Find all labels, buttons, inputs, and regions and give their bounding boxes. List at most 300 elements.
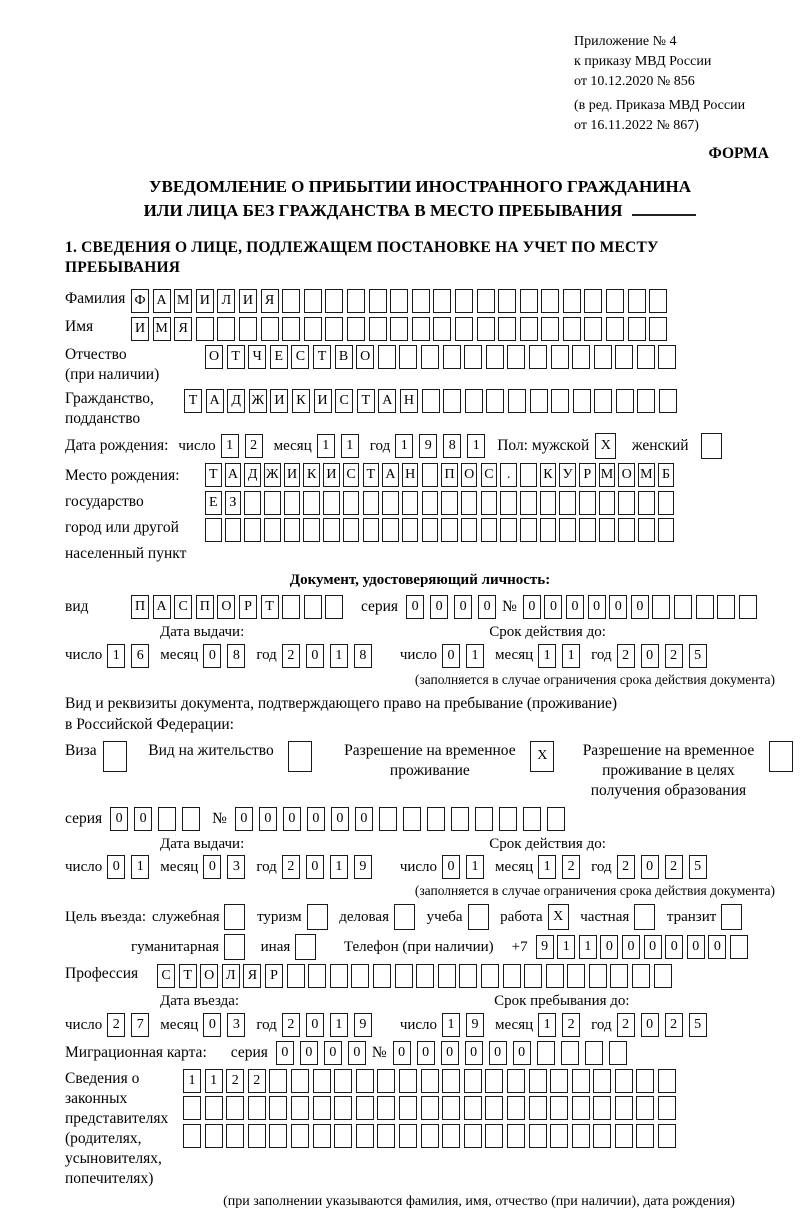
char-box[interactable] xyxy=(563,289,581,313)
char-box[interactable]: 1 xyxy=(538,1013,556,1037)
char-box[interactable] xyxy=(606,317,624,341)
char-box[interactable] xyxy=(547,807,565,831)
char-box[interactable]: Т xyxy=(363,463,380,487)
char-box[interactable]: 0 xyxy=(687,935,705,959)
char-box[interactable]: И xyxy=(196,289,214,313)
char-box[interactable] xyxy=(421,345,439,369)
doc-valid-day-input[interactable] xyxy=(442,644,490,668)
char-box[interactable]: 1 xyxy=(330,1013,348,1037)
residence-number-input[interactable] xyxy=(235,807,571,831)
char-box[interactable] xyxy=(248,1124,266,1148)
char-box[interactable] xyxy=(465,389,483,413)
char-box[interactable]: 8 xyxy=(443,434,461,458)
char-box[interactable] xyxy=(579,518,596,542)
char-box[interactable]: 0 xyxy=(641,855,659,879)
char-box[interactable] xyxy=(520,491,537,515)
char-box[interactable]: 0 xyxy=(441,1041,459,1065)
char-box[interactable]: А xyxy=(378,389,396,413)
char-box[interactable]: 0 xyxy=(641,1013,659,1037)
char-box[interactable]: 2 xyxy=(617,644,635,668)
char-box[interactable] xyxy=(443,389,461,413)
char-box[interactable] xyxy=(183,1096,201,1120)
doc-issue-day-input[interactable] xyxy=(107,644,155,668)
char-box[interactable] xyxy=(594,345,612,369)
char-box[interactable] xyxy=(442,1124,460,1148)
char-box[interactable]: 0 xyxy=(641,644,659,668)
char-box[interactable] xyxy=(609,1041,627,1065)
char-box[interactable] xyxy=(282,317,300,341)
char-box[interactable] xyxy=(652,595,670,619)
char-box[interactable] xyxy=(421,1069,439,1093)
char-box[interactable] xyxy=(334,1124,352,1148)
char-box[interactable]: 0 xyxy=(324,1041,342,1065)
char-box[interactable] xyxy=(225,518,242,542)
char-box[interactable] xyxy=(541,289,559,313)
char-box[interactable] xyxy=(593,1096,611,1120)
char-box[interactable] xyxy=(422,463,439,487)
char-box[interactable] xyxy=(500,518,517,542)
char-box[interactable]: Я xyxy=(261,289,279,313)
char-box[interactable] xyxy=(427,807,445,831)
char-box[interactable] xyxy=(498,289,516,313)
checkbox[interactable] xyxy=(307,904,328,930)
char-box[interactable] xyxy=(441,491,458,515)
char-box[interactable] xyxy=(291,1096,309,1120)
char-box[interactable]: 0 xyxy=(489,1041,507,1065)
char-box[interactable] xyxy=(649,317,667,341)
residence-issue-month-input[interactable] xyxy=(203,855,251,879)
char-box[interactable]: 1 xyxy=(538,855,556,879)
char-box[interactable] xyxy=(351,964,369,988)
char-box[interactable] xyxy=(382,491,399,515)
char-box[interactable] xyxy=(638,491,655,515)
char-box[interactable]: 0 xyxy=(609,595,627,619)
char-box[interactable] xyxy=(182,807,200,831)
char-box[interactable]: 1 xyxy=(466,855,484,879)
char-box[interactable] xyxy=(618,491,635,515)
char-box[interactable]: 9 xyxy=(536,935,554,959)
sex-male-checkbox[interactable] xyxy=(595,433,620,459)
entry-month-input[interactable] xyxy=(203,1013,251,1037)
char-box[interactable] xyxy=(507,1069,525,1093)
char-box[interactable] xyxy=(559,491,576,515)
checkbox[interactable] xyxy=(295,934,316,960)
migration-number-input[interactable] xyxy=(393,1041,633,1065)
char-box[interactable]: 9 xyxy=(419,434,437,458)
char-box[interactable]: 0 xyxy=(478,595,496,619)
char-box[interactable]: 0 xyxy=(110,807,128,831)
char-box[interactable] xyxy=(520,289,538,313)
char-box[interactable]: 1 xyxy=(395,434,413,458)
char-box[interactable]: 2 xyxy=(282,1013,300,1037)
char-box[interactable]: 0 xyxy=(417,1041,435,1065)
char-box[interactable] xyxy=(572,1124,590,1148)
char-box[interactable]: 2 xyxy=(617,855,635,879)
char-box[interactable] xyxy=(529,1096,547,1120)
char-box[interactable] xyxy=(585,1041,603,1065)
char-box[interactable]: А xyxy=(153,289,171,313)
char-box[interactable] xyxy=(550,1124,568,1148)
char-box[interactable]: Т xyxy=(184,389,202,413)
char-box[interactable] xyxy=(416,964,434,988)
char-box[interactable] xyxy=(464,1124,482,1148)
residence-issue-year-input[interactable] xyxy=(282,855,378,879)
residence-valid-day-input[interactable] xyxy=(442,855,490,879)
char-box[interactable] xyxy=(572,1096,590,1120)
purpose-private-checkbox[interactable] xyxy=(634,904,659,930)
char-box[interactable]: 2 xyxy=(617,1013,635,1037)
char-box[interactable] xyxy=(183,1124,201,1148)
char-box[interactable]: 0 xyxy=(523,595,541,619)
char-box[interactable]: 0 xyxy=(631,595,649,619)
residence-valid-month-input[interactable] xyxy=(538,855,586,879)
char-box[interactable]: 1 xyxy=(221,434,239,458)
char-box[interactable]: 5 xyxy=(689,644,707,668)
citizenship-input[interactable] xyxy=(184,389,681,413)
char-box[interactable]: 0 xyxy=(203,855,221,879)
char-box[interactable]: С xyxy=(481,463,498,487)
char-box[interactable] xyxy=(356,1096,374,1120)
char-box[interactable] xyxy=(455,317,473,341)
char-box[interactable] xyxy=(649,289,667,313)
char-box[interactable] xyxy=(572,345,590,369)
firstname-input[interactable] xyxy=(131,317,671,341)
char-box[interactable] xyxy=(399,1124,417,1148)
char-box[interactable] xyxy=(730,935,748,959)
char-box[interactable] xyxy=(226,1096,244,1120)
char-box[interactable] xyxy=(412,289,430,313)
char-box[interactable] xyxy=(402,518,419,542)
char-box[interactable]: М xyxy=(153,317,171,341)
char-box[interactable] xyxy=(572,1069,590,1093)
char-box[interactable] xyxy=(567,964,585,988)
char-box[interactable]: 0 xyxy=(307,807,325,831)
char-box[interactable] xyxy=(395,964,413,988)
char-box[interactable]: 0 xyxy=(331,807,349,831)
purpose-study-checkbox[interactable] xyxy=(468,904,493,930)
char-box[interactable] xyxy=(303,491,320,515)
char-box[interactable] xyxy=(615,1096,633,1120)
surname-input[interactable] xyxy=(131,289,671,313)
char-box[interactable] xyxy=(422,491,439,515)
char-box[interactable]: 6 xyxy=(131,644,149,668)
char-box[interactable] xyxy=(282,595,300,619)
char-box[interactable]: Т xyxy=(205,463,222,487)
char-box[interactable] xyxy=(282,289,300,313)
char-box[interactable] xyxy=(503,964,521,988)
char-box[interactable]: С xyxy=(157,964,175,988)
char-box[interactable]: 0 xyxy=(442,855,460,879)
char-box[interactable]: 9 xyxy=(466,1013,484,1037)
char-box[interactable]: 5 xyxy=(689,855,707,879)
char-box[interactable]: Т xyxy=(313,345,331,369)
char-box[interactable] xyxy=(399,345,417,369)
residence-valid-year-input[interactable] xyxy=(617,855,713,879)
char-box[interactable]: К xyxy=(292,389,310,413)
char-box[interactable]: 0 xyxy=(588,595,606,619)
doc-number-input[interactable] xyxy=(523,595,761,619)
char-box[interactable]: С xyxy=(335,389,353,413)
char-box[interactable] xyxy=(508,389,526,413)
char-box[interactable]: 2 xyxy=(665,644,683,668)
char-box[interactable] xyxy=(461,518,478,542)
char-box[interactable]: 1 xyxy=(330,644,348,668)
char-box[interactable]: П xyxy=(196,595,214,619)
char-box[interactable] xyxy=(323,518,340,542)
checkbox[interactable] xyxy=(769,741,793,772)
char-box[interactable] xyxy=(616,389,634,413)
char-box[interactable] xyxy=(520,518,537,542)
char-box[interactable] xyxy=(573,389,591,413)
char-box[interactable] xyxy=(205,518,222,542)
char-box[interactable] xyxy=(330,964,348,988)
char-box[interactable] xyxy=(637,345,655,369)
char-box[interactable]: Т xyxy=(179,964,197,988)
char-box[interactable] xyxy=(540,518,557,542)
char-box[interactable] xyxy=(537,1041,555,1065)
char-box[interactable]: 0 xyxy=(203,1013,221,1037)
char-box[interactable] xyxy=(443,345,461,369)
char-box[interactable] xyxy=(379,807,397,831)
char-box[interactable] xyxy=(498,317,516,341)
char-box[interactable]: 1 xyxy=(330,855,348,879)
char-box[interactable] xyxy=(579,491,596,515)
char-box[interactable] xyxy=(500,491,517,515)
checkbox[interactable] xyxy=(103,741,127,772)
char-box[interactable]: 1 xyxy=(205,1069,223,1093)
char-box[interactable] xyxy=(696,595,714,619)
char-box[interactable] xyxy=(455,289,473,313)
char-box[interactable] xyxy=(464,1096,482,1120)
char-box[interactable]: И xyxy=(239,289,257,313)
char-box[interactable] xyxy=(433,317,451,341)
temp-residence-education-checkbox[interactable] xyxy=(769,741,797,772)
char-box[interactable]: 0 xyxy=(355,807,373,831)
char-box[interactable] xyxy=(269,1069,287,1093)
char-box[interactable] xyxy=(304,595,322,619)
residence-permit-checkbox[interactable] xyxy=(288,741,316,772)
checkbox[interactable]: X xyxy=(548,904,569,930)
char-box[interactable]: 8 xyxy=(354,644,372,668)
char-box[interactable]: М xyxy=(638,463,655,487)
purpose-tourism-checkbox[interactable] xyxy=(307,904,332,930)
char-box[interactable] xyxy=(313,1069,331,1093)
char-box[interactable] xyxy=(637,389,655,413)
char-box[interactable] xyxy=(264,491,281,515)
char-box[interactable]: И xyxy=(270,389,288,413)
residence-issue-day-input[interactable] xyxy=(107,855,155,879)
char-box[interactable]: 0 xyxy=(348,1041,366,1065)
char-box[interactable]: 5 xyxy=(689,1013,707,1037)
char-box[interactable]: 2 xyxy=(245,434,263,458)
patronymic-input[interactable] xyxy=(205,345,680,369)
char-box[interactable]: О xyxy=(205,345,223,369)
char-box[interactable]: Н xyxy=(400,389,418,413)
purpose-business-checkbox[interactable] xyxy=(394,904,419,930)
char-box[interactable] xyxy=(499,807,517,831)
char-box[interactable]: 9 xyxy=(354,855,372,879)
char-box[interactable]: 0 xyxy=(465,1041,483,1065)
char-box[interactable]: 0 xyxy=(306,644,324,668)
char-box[interactable]: О xyxy=(200,964,218,988)
birth-place-row1-input[interactable] xyxy=(205,463,678,487)
char-box[interactable] xyxy=(529,1069,547,1093)
char-box[interactable] xyxy=(244,491,261,515)
char-box[interactable] xyxy=(158,807,176,831)
char-box[interactable] xyxy=(373,964,391,988)
residence-series-input[interactable] xyxy=(110,807,206,831)
checkbox[interactable] xyxy=(288,741,312,772)
char-box[interactable] xyxy=(347,317,365,341)
char-box[interactable] xyxy=(477,289,495,313)
char-box[interactable]: 0 xyxy=(665,935,683,959)
char-box[interactable] xyxy=(438,964,456,988)
char-box[interactable] xyxy=(442,1069,460,1093)
char-box[interactable]: 1 xyxy=(442,1013,460,1037)
stay-month-input[interactable] xyxy=(538,1013,586,1037)
char-box[interactable] xyxy=(658,1069,676,1093)
char-box[interactable] xyxy=(325,289,343,313)
checkbox[interactable]: X xyxy=(595,433,616,459)
char-box[interactable] xyxy=(475,807,493,831)
char-box[interactable] xyxy=(377,1069,395,1093)
char-box[interactable]: 1 xyxy=(579,935,597,959)
char-box[interactable] xyxy=(269,1096,287,1120)
char-box[interactable] xyxy=(402,491,419,515)
char-box[interactable] xyxy=(628,317,646,341)
char-box[interactable]: 2 xyxy=(665,855,683,879)
char-box[interactable]: Б xyxy=(658,463,675,487)
char-box[interactable]: И xyxy=(314,389,332,413)
char-box[interactable]: О xyxy=(217,595,235,619)
char-box[interactable] xyxy=(422,389,440,413)
checkbox[interactable] xyxy=(394,904,415,930)
char-box[interactable]: С xyxy=(174,595,192,619)
char-box[interactable]: Р xyxy=(579,463,596,487)
char-box[interactable] xyxy=(481,518,498,542)
char-box[interactable]: 0 xyxy=(235,807,253,831)
char-box[interactable]: И xyxy=(323,463,340,487)
char-box[interactable] xyxy=(636,1124,654,1148)
char-box[interactable] xyxy=(481,964,499,988)
profession-input[interactable] xyxy=(157,964,675,988)
char-box[interactable]: 1 xyxy=(183,1069,201,1093)
char-box[interactable] xyxy=(451,807,469,831)
char-box[interactable] xyxy=(654,964,672,988)
char-box[interactable]: 0 xyxy=(306,855,324,879)
char-box[interactable]: З xyxy=(225,491,242,515)
char-box[interactable] xyxy=(546,964,564,988)
char-box[interactable] xyxy=(390,289,408,313)
char-box[interactable] xyxy=(606,289,624,313)
char-box[interactable]: 0 xyxy=(300,1041,318,1065)
char-box[interactable] xyxy=(638,518,655,542)
doc-issue-month-input[interactable] xyxy=(203,644,251,668)
char-box[interactable] xyxy=(628,289,646,313)
char-box[interactable]: 0 xyxy=(622,935,640,959)
char-box[interactable] xyxy=(399,1069,417,1093)
char-box[interactable] xyxy=(422,518,439,542)
char-box[interactable]: М xyxy=(174,289,192,313)
char-box[interactable]: Л xyxy=(217,289,235,313)
doc-kind-input[interactable] xyxy=(131,595,347,619)
char-box[interactable] xyxy=(308,964,326,988)
char-box[interactable]: 0 xyxy=(107,855,125,879)
char-box[interactable] xyxy=(325,595,343,619)
char-box[interactable]: А xyxy=(225,463,242,487)
representatives-row3-input[interactable] xyxy=(183,1124,680,1148)
char-box[interactable]: 2 xyxy=(282,855,300,879)
purpose-humanitarian-checkbox[interactable] xyxy=(224,934,249,960)
char-box[interactable] xyxy=(343,491,360,515)
char-box[interactable]: Ж xyxy=(264,463,281,487)
char-box[interactable]: М xyxy=(599,463,616,487)
char-box[interactable]: 9 xyxy=(354,1013,372,1037)
checkbox[interactable] xyxy=(224,934,245,960)
char-box[interactable] xyxy=(739,595,757,619)
char-box[interactable] xyxy=(291,1124,309,1148)
sex-female-checkbox[interactable] xyxy=(701,433,726,459)
char-box[interactable]: Д xyxy=(244,463,261,487)
checkbox[interactable] xyxy=(634,904,655,930)
char-box[interactable] xyxy=(196,317,214,341)
char-box[interactable] xyxy=(264,518,281,542)
char-box[interactable] xyxy=(615,345,633,369)
char-box[interactable]: 2 xyxy=(248,1069,266,1093)
char-box[interactable]: П xyxy=(441,463,458,487)
char-box[interactable]: 0 xyxy=(644,935,662,959)
stay-year-input[interactable] xyxy=(617,1013,713,1037)
char-box[interactable] xyxy=(377,1124,395,1148)
char-box[interactable]: 1 xyxy=(317,434,335,458)
char-box[interactable] xyxy=(412,317,430,341)
char-box[interactable]: 0 xyxy=(442,644,460,668)
char-box[interactable]: 0 xyxy=(430,595,448,619)
char-box[interactable] xyxy=(658,491,675,515)
char-box[interactable] xyxy=(593,1124,611,1148)
char-box[interactable] xyxy=(551,389,569,413)
char-box[interactable]: 1 xyxy=(131,855,149,879)
char-box[interactable]: Л xyxy=(222,964,240,988)
char-box[interactable] xyxy=(589,964,607,988)
char-box[interactable]: 1 xyxy=(562,644,580,668)
char-box[interactable]: О xyxy=(356,345,374,369)
char-box[interactable]: Ф xyxy=(131,289,149,313)
char-box[interactable]: Ч xyxy=(248,345,266,369)
char-box[interactable] xyxy=(205,1124,223,1148)
char-box[interactable]: П xyxy=(131,595,149,619)
char-box[interactable] xyxy=(636,1069,654,1093)
char-box[interactable] xyxy=(239,317,257,341)
char-box[interactable] xyxy=(632,964,650,988)
char-box[interactable] xyxy=(507,1124,525,1148)
char-box[interactable]: 7 xyxy=(131,1013,149,1037)
purpose-work-checkbox[interactable] xyxy=(548,904,573,930)
char-box[interactable] xyxy=(334,1069,352,1093)
char-box[interactable] xyxy=(303,518,320,542)
char-box[interactable] xyxy=(584,289,602,313)
char-box[interactable]: 2 xyxy=(107,1013,125,1037)
char-box[interactable] xyxy=(658,345,676,369)
char-box[interactable]: Я xyxy=(243,964,261,988)
char-box[interactable]: 0 xyxy=(544,595,562,619)
char-box[interactable]: О xyxy=(461,463,478,487)
char-box[interactable] xyxy=(313,1124,331,1148)
char-box[interactable]: 2 xyxy=(282,644,300,668)
char-box[interactable] xyxy=(284,518,301,542)
char-box[interactable] xyxy=(524,964,542,988)
char-box[interactable] xyxy=(674,595,692,619)
